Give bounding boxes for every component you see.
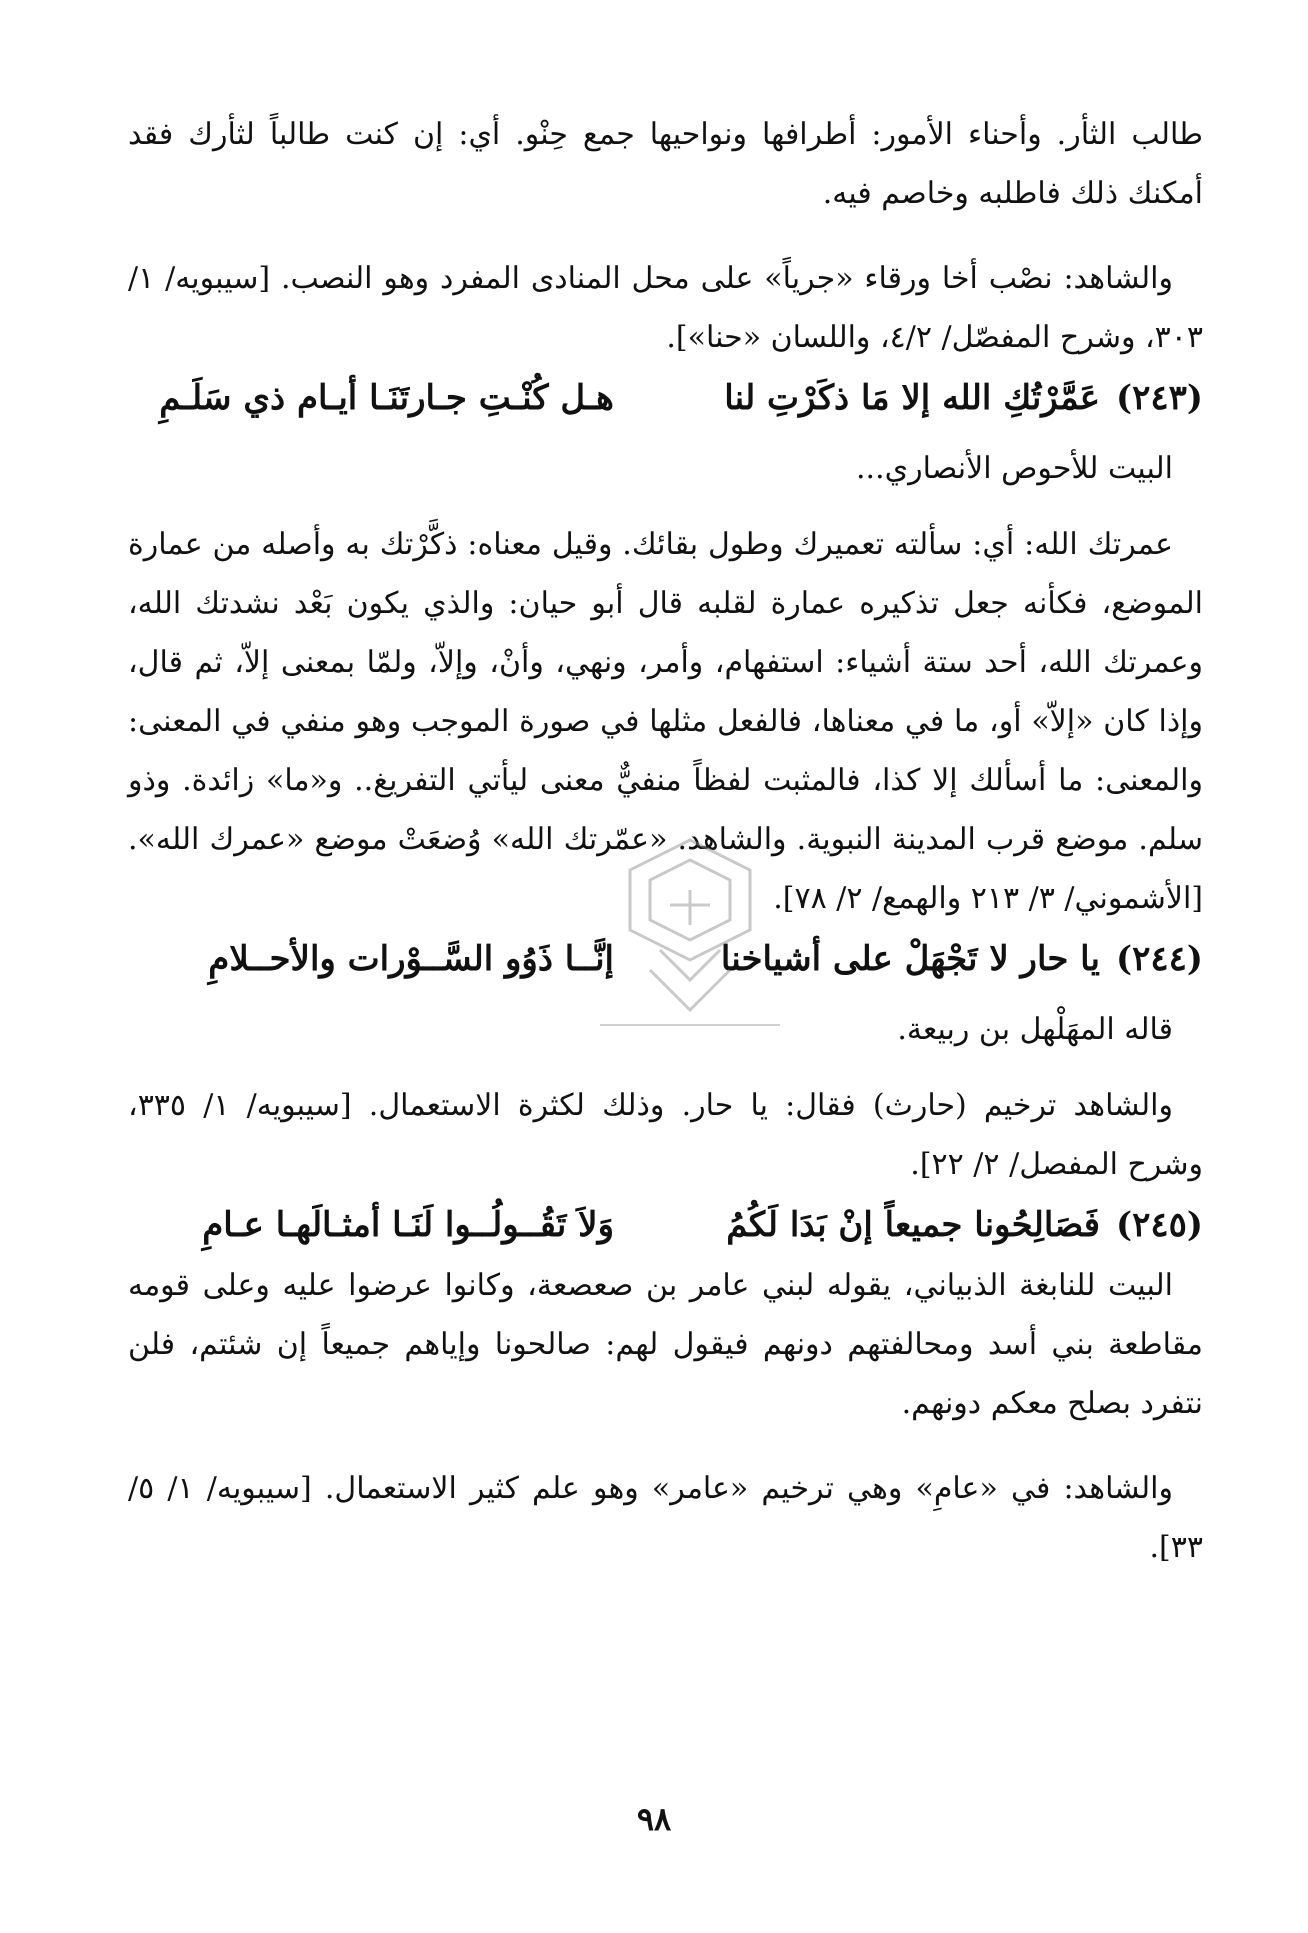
verse-hemistich-first: يا حار لا تَجْهَلْ على أشياخنا xyxy=(720,939,1101,979)
verse-243 xyxy=(128,367,1203,429)
verse-hemistich-second: هـل كُنْـتِ جـارتَنَـا أيـام ذي سَلَـمِ xyxy=(159,378,614,418)
paragraph-3: عمرتك الله: أي: سألته تعميرك وطول بقائك. وقيل معناه: ذكَّرْتك به وأصله من عمارة الموضع، فكأنه جعل تذكيره عمارة لقلبه قال أبو حيان: والذي يكون بَعْد نشدتك الله، وعمرتك الله، أحد ستة أشياء: استفهام، وأمر، ونهي، وأنْ، وإلاّ، ولمّا بمعنى إلاّ، ثم قال، وإذا كان «إلاّ» أو، ما في معناها، فالفعل مثلها في صورة الموجب وهو منفي في المعنى: والمعنى: ما أسألك إلا كذا، فالمثبت لفظاً منفيٌّ معنى ليأتي التفريغ.. و«ما» زائدة. وذو سلم. موضع قرب المدينة النبوية. والشاهد. «عمّرتك الله» وُضعَتْ موضع «عمرك الله». [الأشموني/ ٣/ ٢١٣ والهمع/ ٢/ ٧٨]. xyxy=(128,527,1203,916)
verse-number: (٢٤٣) xyxy=(1116,378,1203,418)
library-watermark-logo xyxy=(590,830,790,1040)
paragraph-5: البيت للنابغة الذبياني، يقوله لبني عامر بن صعصعة، وكانوا عرضوا عليه وعلى قومه مقاطعة بني أسد ومحالفتهم دونهم فيقول لهم: صالحونا وإياهم جميعاً إن شئتم، فلن نتفرد بصلح معكم دونهم. xyxy=(128,1268,1203,1421)
verse-hemistich-first: عَمَّرْتُكِ الله إلا مَا ذكَرْتِ لنا xyxy=(724,378,1101,418)
verse-hemistich-first: فَصَالِحُونا جميعاً إنْ بَدَا لَكُمُ xyxy=(726,1205,1101,1245)
paragraph-6: والشاهد: في «عامِ» وهي ترخيم «عامر» وهو علم كثير الاستعمال. [سيبويه/ ١/ ٥/ ٣٣]. xyxy=(128,1471,1203,1565)
verse-number: (٢٤٥) xyxy=(1116,1205,1203,1245)
verse-number: (٢٤٤) xyxy=(1116,939,1203,979)
verse-hemistich-second: وَلاَ تَقُــولُــوا لَنَـا أمثـالَهـا عـامِ xyxy=(202,1205,614,1245)
verse-hemistich-second: إنَّــا ذَوُو السَّــوْرات والأحــلامِ xyxy=(208,939,614,979)
verse-245 xyxy=(128,1194,1203,1256)
paragraph-1: طالب الثأر. وأحناء الأمور: أطرافها ونواحيها جمع حِنْو. أي: إن كنت طالباً لثأرك فقد أمكنك ذلك فاطلبه وخاصم فيه. xyxy=(128,117,1203,211)
paragraph-4: والشاهد ترخيم (حارث) فقال: يا حار. وذلك لكثرة الاستعمال. [سيبويه/ ١/ ٣٣٥، وشرح المفصل/ ٢/ ٢٢]. xyxy=(128,1088,1203,1182)
paragraph-2: والشاهد: نصْب أخا ورقاء «جرياً» على محل المنادى المفرد وهو النصب. [سيبويه/ ١/ ٣٠٣، وشرح المفصّل/ ٤/٢، واللسان «حنا»]. xyxy=(128,261,1203,355)
verse-attribution: البيت للأحوص الأنصاري... xyxy=(856,451,1173,486)
verse-attribution: قاله المهَلْهل بن ربيعة. xyxy=(897,1012,1173,1047)
page-number: ٩٨ xyxy=(636,1800,672,1838)
